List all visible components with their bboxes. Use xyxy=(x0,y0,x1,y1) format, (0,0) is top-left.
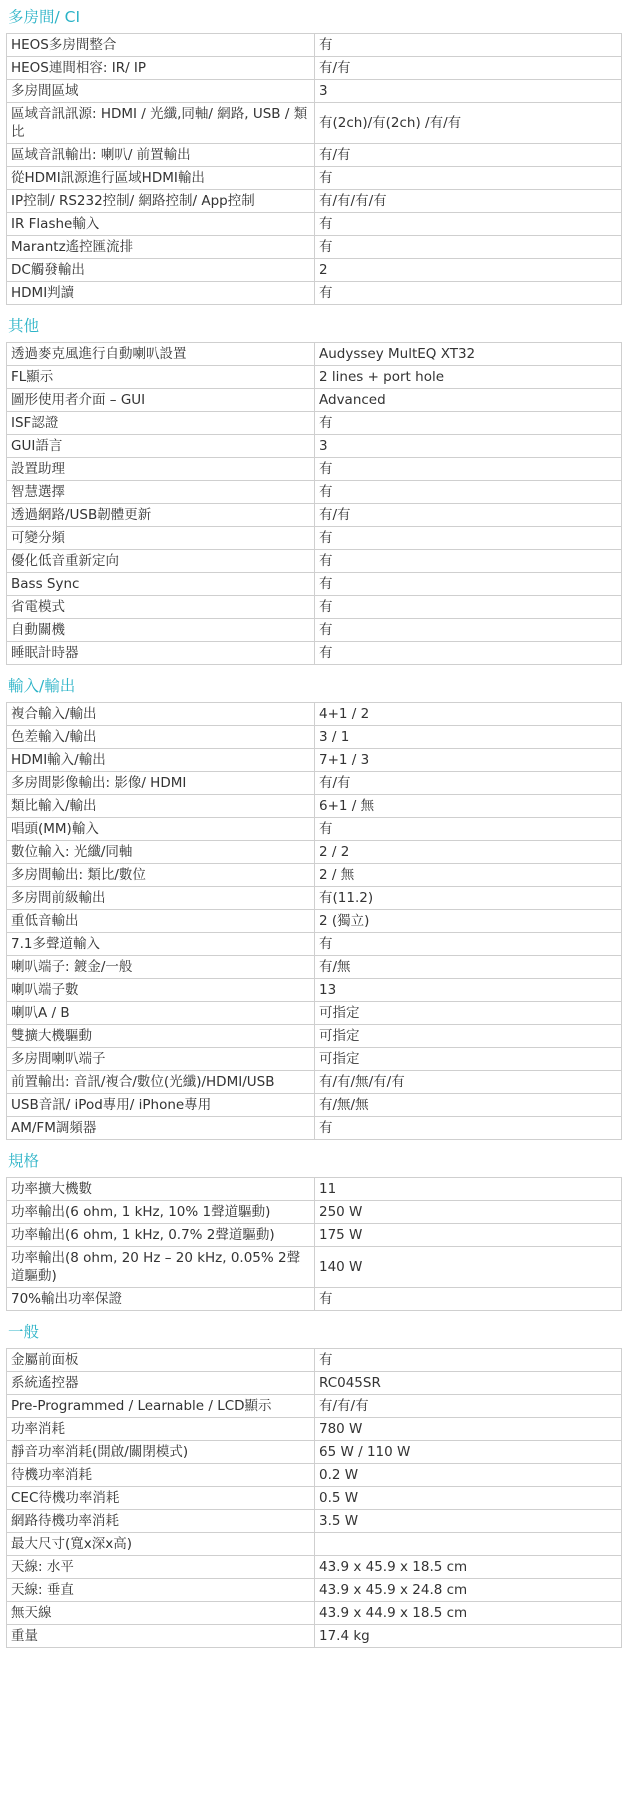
spec-label: 自動關機 xyxy=(7,619,315,642)
spec-label: IP控制/ RS232控制/ 網路控制/ App控制 xyxy=(7,190,315,213)
table-row xyxy=(7,259,622,282)
spec-value: 有 xyxy=(315,550,622,573)
spec-label: Marantz遙控匯流排 xyxy=(7,236,315,259)
spec-value: 有/有 xyxy=(315,504,622,527)
spec-label: 省電模式 xyxy=(7,596,315,619)
spec-value: 140 W xyxy=(315,1247,622,1288)
spec-value: 有 xyxy=(315,1117,622,1140)
table-row xyxy=(7,1372,622,1395)
table-row xyxy=(7,1510,622,1533)
spec-label: 多房間輸出: 類比/數位 xyxy=(7,864,315,887)
spec-value: 175 W xyxy=(315,1224,622,1247)
spec-value: 有 xyxy=(315,282,622,305)
section-title: 規格 xyxy=(8,1152,40,1170)
table-row xyxy=(7,458,622,481)
spec-value: 0.5 W xyxy=(315,1487,622,1510)
spec-value: 有/有/有 xyxy=(315,1395,622,1418)
spec-value: 有 xyxy=(315,167,622,190)
table-row xyxy=(7,435,622,458)
spec-table xyxy=(6,33,622,305)
spec-label: HDMI判讀 xyxy=(7,282,315,305)
section-title: 多房間/ CI xyxy=(8,8,81,26)
section-title: 輸入/輸出 xyxy=(8,677,76,695)
spec-label: 多房間前級輸出 xyxy=(7,887,315,910)
table-row xyxy=(7,144,622,167)
spec-value: 有/有 xyxy=(315,144,622,167)
spec-label: DC觸發輸出 xyxy=(7,259,315,282)
spec-value: 有/有/有/有 xyxy=(315,190,622,213)
table-row xyxy=(7,1094,622,1117)
spec-label: 可變分頻 xyxy=(7,527,315,550)
spec-label: 網路待機功率消耗 xyxy=(7,1510,315,1533)
spec-value: 有/無/無 xyxy=(315,1094,622,1117)
spec-value: 0.2 W xyxy=(315,1464,622,1487)
spec-label: 多房間影像輸出: 影像/ HDMI xyxy=(7,772,315,795)
table-row xyxy=(7,864,622,887)
spec-value: 2 lines + port hole xyxy=(315,366,622,389)
spec-table xyxy=(6,702,622,1140)
table-row xyxy=(7,1441,622,1464)
table-row xyxy=(7,80,622,103)
spec-value: 有 xyxy=(315,933,622,956)
table-row xyxy=(7,481,622,504)
spec-label: 透過麥克風進行自動喇叭設置 xyxy=(7,343,315,366)
table-row xyxy=(7,1117,622,1140)
spec-label: Bass Sync xyxy=(7,573,315,596)
spec-value: 3 xyxy=(315,435,622,458)
spec-label: 從HDMI訊源進行區域HDMI輸出 xyxy=(7,167,315,190)
table-row xyxy=(7,1487,622,1510)
table-row xyxy=(7,1178,622,1201)
spec-label: GUI語言 xyxy=(7,435,315,458)
spec-value: 250 W xyxy=(315,1201,622,1224)
spec-value: 13 xyxy=(315,979,622,1002)
spec-value: 有 xyxy=(315,34,622,57)
spec-value: 有 xyxy=(315,818,622,841)
spec-label: 無天線 xyxy=(7,1602,315,1625)
spec-value: 有/有/無/有/有 xyxy=(315,1071,622,1094)
spec-value: 4+1 / 2 xyxy=(315,703,622,726)
table-row xyxy=(7,1247,622,1288)
spec-label: 區域音訊訊源: HDMI / 光纖,同軸/ 網路, USB / 類比 xyxy=(7,103,315,144)
table-row xyxy=(7,642,622,665)
table-row xyxy=(7,103,622,144)
spec-value: 2 / 2 xyxy=(315,841,622,864)
spec-value: 有 xyxy=(315,236,622,259)
spec-label: 喇叭A / B xyxy=(7,1002,315,1025)
table-row xyxy=(7,619,622,642)
table-row xyxy=(7,841,622,864)
spec-value: 有(11.2) xyxy=(315,887,622,910)
table-row xyxy=(7,1556,622,1579)
spec-label: HEOS連間相容: IR/ IP xyxy=(7,57,315,80)
table-row xyxy=(7,979,622,1002)
spec-value: 3 / 1 xyxy=(315,726,622,749)
section-title: 一般 xyxy=(8,1323,40,1341)
table-row xyxy=(7,772,622,795)
table-row xyxy=(7,726,622,749)
table-row xyxy=(7,366,622,389)
spec-value: 2 / 無 xyxy=(315,864,622,887)
spec-label: 喇叭端子: 鍍金/一般 xyxy=(7,956,315,979)
spec-label: 功率消耗 xyxy=(7,1418,315,1441)
spec-value: Advanced xyxy=(315,389,622,412)
spec-value: 有 xyxy=(315,642,622,665)
spec-label: 重低音輸出 xyxy=(7,910,315,933)
spec-label: USB音訊/ iPod專用/ iPhone專用 xyxy=(7,1094,315,1117)
spec-value: 7+1 / 3 xyxy=(315,749,622,772)
spec-value: 有/有 xyxy=(315,57,622,80)
spec-value: 有 xyxy=(315,412,622,435)
table-row xyxy=(7,703,622,726)
spec-label: 透過網路/USB韌體更新 xyxy=(7,504,315,527)
table-row xyxy=(7,1625,622,1648)
spec-value: 有(2ch)/有(2ch) /有/有 xyxy=(315,103,622,144)
spec-value: 有 xyxy=(315,458,622,481)
spec-label: 功率擴大機數 xyxy=(7,1178,315,1201)
spec-label: Pre-Programmed / Learnable / LCD顯示 xyxy=(7,1395,315,1418)
spec-label: 設置助理 xyxy=(7,458,315,481)
spec-value: 有 xyxy=(315,213,622,236)
spec-value: 有 xyxy=(315,1349,622,1372)
spec-label: 7.1多聲道輸入 xyxy=(7,933,315,956)
spec-value: 有 xyxy=(315,1288,622,1311)
spec-label: 天線: 水平 xyxy=(7,1556,315,1579)
spec-value: 可指定 xyxy=(315,1002,622,1025)
spec-label: 多房間喇叭端子 xyxy=(7,1048,315,1071)
table-row xyxy=(7,1395,622,1418)
spec-label: 圖形使用者介面 – GUI xyxy=(7,389,315,412)
spec-label: IR Flashe輸入 xyxy=(7,213,315,236)
spec-label: CEC待機功率消耗 xyxy=(7,1487,315,1510)
table-row xyxy=(7,213,622,236)
spec-label: 靜音功率消耗(開啟/關閉模式) xyxy=(7,1441,315,1464)
spec-value: 有 xyxy=(315,573,622,596)
spec-label: 最大尺寸(寬x深x高) xyxy=(7,1533,315,1556)
table-row xyxy=(7,795,622,818)
table-row xyxy=(7,1602,622,1625)
table-row xyxy=(7,1418,622,1441)
spec-value: 3 xyxy=(315,80,622,103)
spec-label: 金屬前面板 xyxy=(7,1349,315,1372)
spec-value: 3.5 W xyxy=(315,1510,622,1533)
spec-label: 複合輸入/輸出 xyxy=(7,703,315,726)
spec-value xyxy=(315,1533,622,1556)
spec-label: 唱頭(MM)輸入 xyxy=(7,818,315,841)
table-row xyxy=(7,1288,622,1311)
table-row xyxy=(7,956,622,979)
spec-label: 數位輸入: 光纖/同軸 xyxy=(7,841,315,864)
table-row xyxy=(7,1002,622,1025)
table-row xyxy=(7,1025,622,1048)
table-row xyxy=(7,1048,622,1071)
spec-label: 70%輸出功率保證 xyxy=(7,1288,315,1311)
spec-value: 6+1 / 無 xyxy=(315,795,622,818)
spec-value: 43.9 x 45.9 x 24.8 cm xyxy=(315,1579,622,1602)
table-row xyxy=(7,34,622,57)
spec-label: 前置輸出: 音訊/複合/數位(光纖)/HDMI/USB xyxy=(7,1071,315,1094)
spec-value: 可指定 xyxy=(315,1048,622,1071)
table-row xyxy=(7,1224,622,1247)
table-row xyxy=(7,749,622,772)
spec-label: 色差輸入/輸出 xyxy=(7,726,315,749)
table-row xyxy=(7,1579,622,1602)
spec-label: ISF認證 xyxy=(7,412,315,435)
table-row xyxy=(7,504,622,527)
spec-value: RC045SR xyxy=(315,1372,622,1395)
spec-label: 系統遙控器 xyxy=(7,1372,315,1395)
spec-value: 有 xyxy=(315,527,622,550)
table-row xyxy=(7,236,622,259)
spec-value: 780 W xyxy=(315,1418,622,1441)
spec-label: 智慧選擇 xyxy=(7,481,315,504)
spec-label: FL顯示 xyxy=(7,366,315,389)
spec-value: 43.9 x 45.9 x 18.5 cm xyxy=(315,1556,622,1579)
spec-value: 43.9 x 44.9 x 18.5 cm xyxy=(315,1602,622,1625)
table-row xyxy=(7,1349,622,1372)
spec-label: 類比輸入/輸出 xyxy=(7,795,315,818)
spec-label: 優化低音重新定向 xyxy=(7,550,315,573)
table-row xyxy=(7,343,622,366)
spec-table xyxy=(6,1348,622,1648)
table-row xyxy=(7,57,622,80)
table-row xyxy=(7,389,622,412)
table-row xyxy=(7,527,622,550)
spec-label: HDMI輸入/輸出 xyxy=(7,749,315,772)
spec-label: 功率輸出(6 ohm, 1 kHz, 10% 1聲道驅動) xyxy=(7,1201,315,1224)
spec-label: HEOS多房間整合 xyxy=(7,34,315,57)
spec-table xyxy=(6,342,622,665)
spec-value: 有/有 xyxy=(315,772,622,795)
spec-value: 有 xyxy=(315,596,622,619)
table-row xyxy=(7,1201,622,1224)
spec-label: AM/FM調頻器 xyxy=(7,1117,315,1140)
spec-value: Audyssey MultEQ XT32 xyxy=(315,343,622,366)
spec-value: 2 (獨立) xyxy=(315,910,622,933)
table-row xyxy=(7,1464,622,1487)
spec-label: 功率輸出(8 ohm, 20 Hz – 20 kHz, 0.05% 2聲道驅動) xyxy=(7,1247,315,1288)
spec-table xyxy=(6,1177,622,1311)
spec-value: 11 xyxy=(315,1178,622,1201)
table-row xyxy=(7,550,622,573)
table-row xyxy=(7,190,622,213)
table-row xyxy=(7,573,622,596)
spec-value: 可指定 xyxy=(315,1025,622,1048)
section-title: 其他 xyxy=(8,317,40,335)
spec-label: 天線: 垂直 xyxy=(7,1579,315,1602)
table-row xyxy=(7,1071,622,1094)
spec-label: 睡眠計時器 xyxy=(7,642,315,665)
spec-value: 有 xyxy=(315,619,622,642)
spec-label: 重量 xyxy=(7,1625,315,1648)
spec-value: 17.4 kg xyxy=(315,1625,622,1648)
spec-label: 雙擴大機驅動 xyxy=(7,1025,315,1048)
spec-value: 2 xyxy=(315,259,622,282)
spec-value: 有/無 xyxy=(315,956,622,979)
table-row xyxy=(7,933,622,956)
table-row xyxy=(7,887,622,910)
table-row xyxy=(7,282,622,305)
table-row xyxy=(7,596,622,619)
table-row xyxy=(7,818,622,841)
spec-label: 喇叭端子數 xyxy=(7,979,315,1002)
spec-value: 65 W / 110 W xyxy=(315,1441,622,1464)
spec-label: 功率輸出(6 ohm, 1 kHz, 0.7% 2聲道驅動) xyxy=(7,1224,315,1247)
spec-value: 有 xyxy=(315,481,622,504)
spec-label: 多房間區域 xyxy=(7,80,315,103)
table-row xyxy=(7,910,622,933)
spec-label: 待機功率消耗 xyxy=(7,1464,315,1487)
table-row xyxy=(7,167,622,190)
table-row xyxy=(7,412,622,435)
spec-label: 區域音訊輸出: 喇叭/ 前置輸出 xyxy=(7,144,315,167)
table-row xyxy=(7,1533,622,1556)
